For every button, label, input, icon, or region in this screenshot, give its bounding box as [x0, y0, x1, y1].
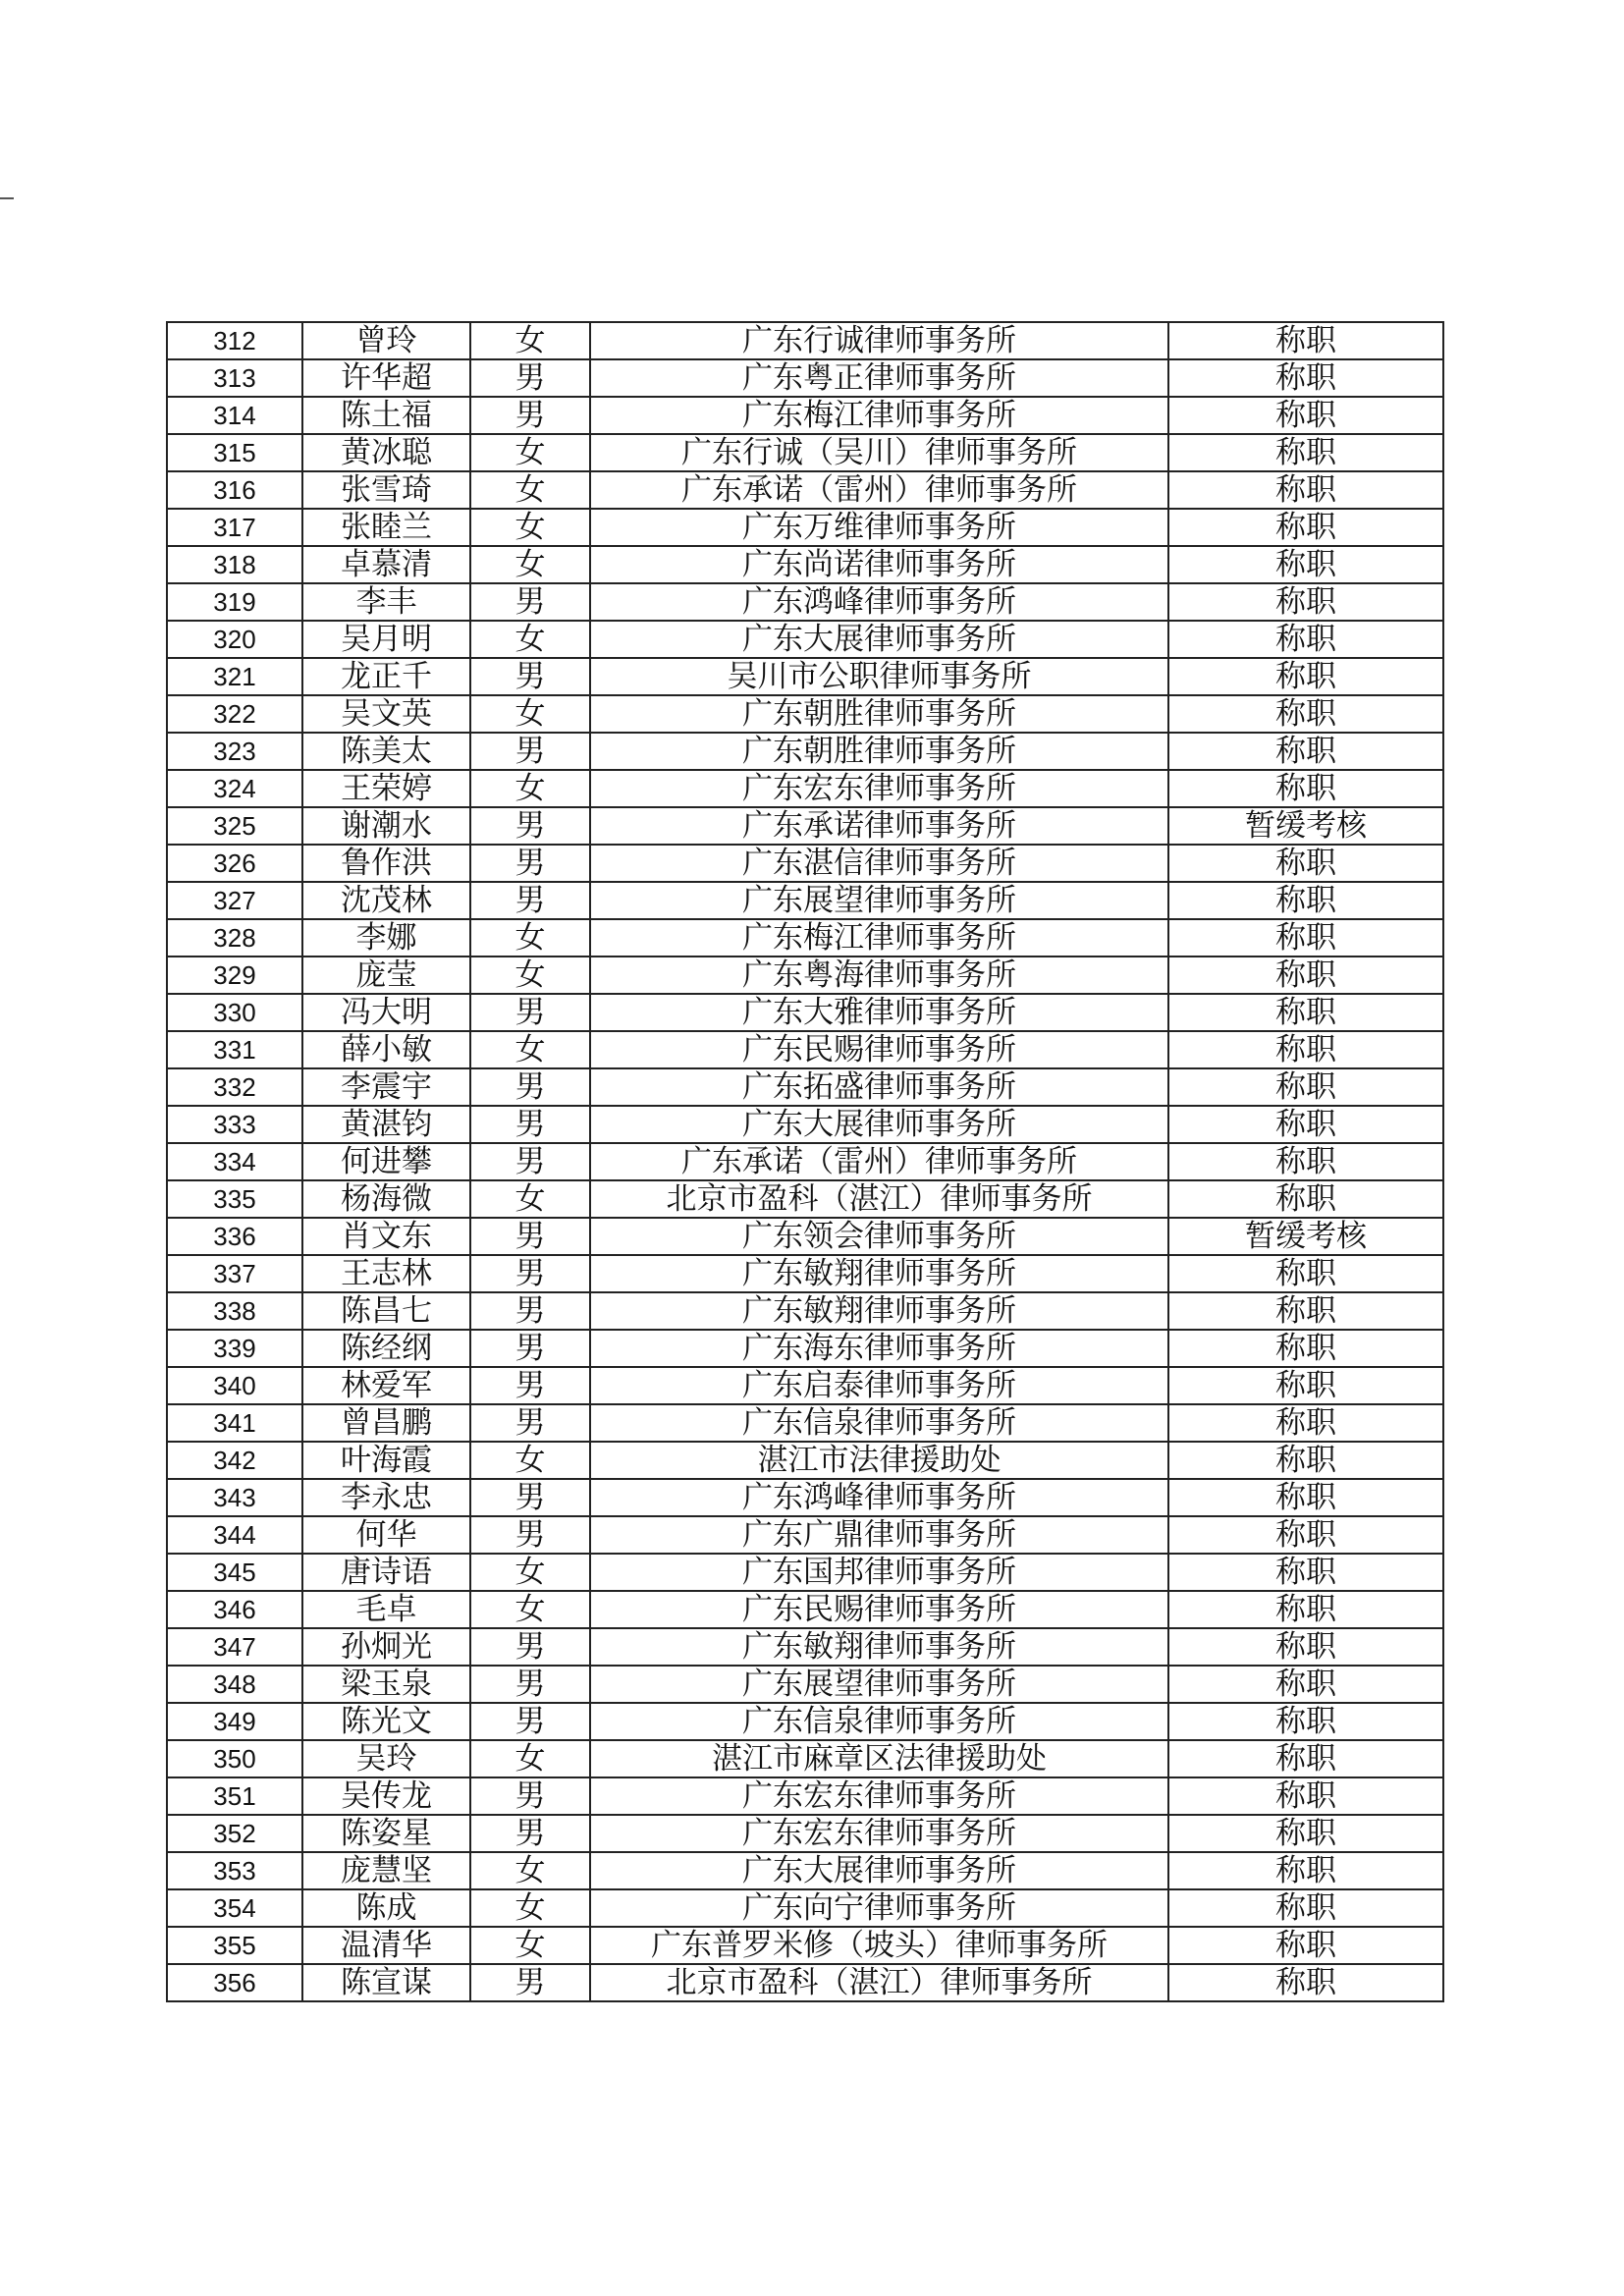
table-row: [167, 1106, 1443, 1143]
law-firm: 广东大展律师事务所: [590, 1852, 1168, 1889]
table-row: [167, 583, 1443, 621]
row-number: 342: [167, 1442, 302, 1479]
row-number: 344: [167, 1516, 302, 1554]
table-row: [167, 1964, 1443, 2001]
table-row: [167, 770, 1443, 807]
lawyer-name: 王志林: [302, 1255, 470, 1292]
law-firm: 广东海东律师事务所: [590, 1330, 1168, 1367]
table-row: [167, 1554, 1443, 1591]
row-number: 336: [167, 1218, 302, 1255]
table-row: [167, 546, 1443, 583]
table-row: [167, 695, 1443, 733]
law-firm: 北京市盈科（湛江）律师事务所: [590, 1180, 1168, 1218]
lawyer-name: 陈土福: [302, 397, 470, 434]
gender: 男: [470, 994, 590, 1031]
law-firm: 广东尚诺律师事务所: [590, 546, 1168, 583]
assessment-result: 称职: [1168, 1591, 1443, 1628]
law-firm: 广东梅江律师事务所: [590, 919, 1168, 957]
gender: 女: [470, 509, 590, 546]
assessment-result: 称职: [1168, 1889, 1443, 1927]
table-row: [167, 1628, 1443, 1666]
lawyer-name: 冯大明: [302, 994, 470, 1031]
lawyer-name: 陈昌七: [302, 1292, 470, 1330]
assessment-result: 称职: [1168, 546, 1443, 583]
gender: 男: [470, 397, 590, 434]
lawyer-name: 张睦兰: [302, 509, 470, 546]
table-row: [167, 919, 1443, 957]
row-number: 320: [167, 621, 302, 658]
assessment-result: 称职: [1168, 1479, 1443, 1516]
table-row: [167, 1330, 1443, 1367]
row-number: 330: [167, 994, 302, 1031]
gender: 男: [470, 1964, 590, 2001]
table-row: [167, 1815, 1443, 1852]
row-number: 332: [167, 1068, 302, 1106]
lawyer-name: 黄湛钧: [302, 1106, 470, 1143]
row-number: 318: [167, 546, 302, 583]
gender: 女: [470, 1852, 590, 1889]
lawyer-name: 陈光文: [302, 1703, 470, 1740]
gender: 男: [470, 359, 590, 397]
gender: 男: [470, 1255, 590, 1292]
table-row: [167, 1852, 1443, 1889]
assessment-result: 称职: [1168, 397, 1443, 434]
gender: 女: [470, 919, 590, 957]
row-number: 343: [167, 1479, 302, 1516]
table-row: [167, 1591, 1443, 1628]
law-firm: 广东向宁律师事务所: [590, 1889, 1168, 1927]
law-firm: 广东展望律师事务所: [590, 1666, 1168, 1703]
table-row: [167, 434, 1443, 471]
assessment-result: 称职: [1168, 1964, 1443, 2001]
row-number: 323: [167, 733, 302, 770]
row-number: 333: [167, 1106, 302, 1143]
lawyer-name: 陈美太: [302, 733, 470, 770]
law-firm: 广东万维律师事务所: [590, 509, 1168, 546]
lawyer-assessment-table: [166, 321, 1444, 2002]
row-number: 328: [167, 919, 302, 957]
law-firm: 广东粤正律师事务所: [590, 359, 1168, 397]
assessment-result: 称职: [1168, 1180, 1443, 1218]
table-row: [167, 471, 1443, 509]
row-number: 354: [167, 1889, 302, 1927]
assessment-result: 称职: [1168, 1815, 1443, 1852]
gender: 男: [470, 1404, 590, 1442]
table-row: [167, 1479, 1443, 1516]
law-firm: 广东大展律师事务所: [590, 621, 1168, 658]
gender: 男: [470, 1367, 590, 1404]
law-firm: 广东宏东律师事务所: [590, 770, 1168, 807]
table-row: [167, 397, 1443, 434]
gender: 男: [470, 1628, 590, 1666]
gender: 女: [470, 546, 590, 583]
row-number: 314: [167, 397, 302, 434]
gender: 女: [470, 1031, 590, 1068]
gender: 男: [470, 1218, 590, 1255]
row-number: 340: [167, 1367, 302, 1404]
assessment-result: 称职: [1168, 583, 1443, 621]
gender: 女: [470, 471, 590, 509]
assessment-result: 称职: [1168, 1106, 1443, 1143]
lawyer-name: 陈成: [302, 1889, 470, 1927]
law-firm: 广东国邦律师事务所: [590, 1554, 1168, 1591]
gender: 男: [470, 583, 590, 621]
row-number: 356: [167, 1964, 302, 2001]
table-row: [167, 1255, 1443, 1292]
row-number: 315: [167, 434, 302, 471]
table-row: [167, 1367, 1443, 1404]
law-firm: 广东朝胜律师事务所: [590, 733, 1168, 770]
assessment-result: 称职: [1168, 1068, 1443, 1106]
assessment-result: 称职: [1168, 471, 1443, 509]
lawyer-name: 李娜: [302, 919, 470, 957]
table-body: [167, 322, 1443, 2001]
row-number: 352: [167, 1815, 302, 1852]
law-firm: 广东领会律师事务所: [590, 1218, 1168, 1255]
gender: 女: [470, 621, 590, 658]
assessment-result: 暂缓考核: [1168, 1218, 1443, 1255]
law-firm: 广东展望律师事务所: [590, 882, 1168, 919]
table-row: [167, 882, 1443, 919]
gender: 女: [470, 1180, 590, 1218]
gender: 男: [470, 1292, 590, 1330]
row-number: 338: [167, 1292, 302, 1330]
gender: 女: [470, 1889, 590, 1927]
row-number: 321: [167, 658, 302, 695]
row-number: 353: [167, 1852, 302, 1889]
assessment-result: 称职: [1168, 845, 1443, 882]
law-firm: 广东梅江律师事务所: [590, 397, 1168, 434]
assessment-result: 称职: [1168, 1852, 1443, 1889]
law-firm: 广东大展律师事务所: [590, 1106, 1168, 1143]
row-number: 347: [167, 1628, 302, 1666]
gender: 男: [470, 1143, 590, 1180]
assessment-result: 称职: [1168, 621, 1443, 658]
assessment-result: 称职: [1168, 1628, 1443, 1666]
table-row: [167, 845, 1443, 882]
law-firm: 广东行诚律师事务所: [590, 322, 1168, 359]
gender: 女: [470, 695, 590, 733]
lawyer-name: 孙炯光: [302, 1628, 470, 1666]
row-number: 329: [167, 957, 302, 994]
assessment-result: 称职: [1168, 1031, 1443, 1068]
row-number: 348: [167, 1666, 302, 1703]
law-firm: 北京市盈科（湛江）律师事务所: [590, 1964, 1168, 2001]
row-number: 337: [167, 1255, 302, 1292]
lawyer-name: 龙正千: [302, 658, 470, 695]
table-row: [167, 1927, 1443, 1964]
table-row: [167, 1777, 1443, 1815]
assessment-result: 称职: [1168, 695, 1443, 733]
assessment-result: 称职: [1168, 1404, 1443, 1442]
lawyer-name: 林爱军: [302, 1367, 470, 1404]
assessment-result: 称职: [1168, 1292, 1443, 1330]
row-number: 325: [167, 807, 302, 845]
row-number: 346: [167, 1591, 302, 1628]
table-row: [167, 1666, 1443, 1703]
law-firm: 广东民赐律师事务所: [590, 1031, 1168, 1068]
margin-mark: [0, 197, 14, 199]
gender: 男: [470, 845, 590, 882]
lawyer-name: 曾昌鹏: [302, 1404, 470, 1442]
law-firm: 湛江市麻章区法律援助处: [590, 1740, 1168, 1777]
table-row: [167, 1068, 1443, 1106]
law-firm: 广东广鼎律师事务所: [590, 1516, 1168, 1554]
table-row: [167, 1442, 1443, 1479]
table-row: [167, 994, 1443, 1031]
table-row: [167, 509, 1443, 546]
table-row: [167, 1740, 1443, 1777]
lawyer-name: 曾玲: [302, 322, 470, 359]
assessment-result: 称职: [1168, 434, 1443, 471]
lawyer-name: 杨海微: [302, 1180, 470, 1218]
lawyer-name: 吴文英: [302, 695, 470, 733]
gender: 男: [470, 1479, 590, 1516]
law-firm: 广东民赐律师事务所: [590, 1591, 1168, 1628]
assessment-result: 称职: [1168, 1516, 1443, 1554]
gender: 男: [470, 1106, 590, 1143]
gender: 女: [470, 1591, 590, 1628]
assessment-result: 称职: [1168, 1554, 1443, 1591]
lawyer-name: 何华: [302, 1516, 470, 1554]
gender: 女: [470, 1554, 590, 1591]
table-row: [167, 1180, 1443, 1218]
table-row: [167, 658, 1443, 695]
row-number: 327: [167, 882, 302, 919]
lawyer-name: 吴月明: [302, 621, 470, 658]
lawyer-name: 庞慧坚: [302, 1852, 470, 1889]
law-firm: 广东敏翔律师事务所: [590, 1292, 1168, 1330]
lawyer-name: 陈姿星: [302, 1815, 470, 1852]
row-number: 341: [167, 1404, 302, 1442]
assessment-result: 称职: [1168, 1367, 1443, 1404]
law-firm: 广东鸿峰律师事务所: [590, 1479, 1168, 1516]
table-row: [167, 1516, 1443, 1554]
assessment-result: 称职: [1168, 1927, 1443, 1964]
table-row: [167, 807, 1443, 845]
gender: 男: [470, 882, 590, 919]
row-number: 317: [167, 509, 302, 546]
lawyer-name: 何进攀: [302, 1143, 470, 1180]
law-firm: 广东湛信律师事务所: [590, 845, 1168, 882]
row-number: 349: [167, 1703, 302, 1740]
row-number: 345: [167, 1554, 302, 1591]
assessment-result: 称职: [1168, 1703, 1443, 1740]
lawyer-name: 唐诗语: [302, 1554, 470, 1591]
row-number: 334: [167, 1143, 302, 1180]
table-row: [167, 322, 1443, 359]
law-firm: 广东启泰律师事务所: [590, 1367, 1168, 1404]
assessment-result: 称职: [1168, 770, 1443, 807]
assessment-result: 称职: [1168, 1777, 1443, 1815]
lawyer-name: 李永忠: [302, 1479, 470, 1516]
law-firm: 广东普罗米修（坡头）律师事务所: [590, 1927, 1168, 1964]
law-firm: 广东粤海律师事务所: [590, 957, 1168, 994]
gender: 男: [470, 1330, 590, 1367]
lawyer-name: 谢潮水: [302, 807, 470, 845]
row-number: 313: [167, 359, 302, 397]
gender: 男: [470, 1666, 590, 1703]
law-firm: 广东敏翔律师事务所: [590, 1628, 1168, 1666]
lawyer-name: 陈经纲: [302, 1330, 470, 1367]
row-number: 351: [167, 1777, 302, 1815]
lawyer-name: 李丰: [302, 583, 470, 621]
lawyer-name: 鲁作洪: [302, 845, 470, 882]
lawyer-name: 温清华: [302, 1927, 470, 1964]
table-row: [167, 359, 1443, 397]
lawyer-name: 李震宇: [302, 1068, 470, 1106]
lawyer-name: 张雪琦: [302, 471, 470, 509]
lawyer-name: 吴玲: [302, 1740, 470, 1777]
law-firm: 广东宏东律师事务所: [590, 1777, 1168, 1815]
row-number: 316: [167, 471, 302, 509]
law-firm: 广东信泉律师事务所: [590, 1404, 1168, 1442]
lawyer-name: 薛小敏: [302, 1031, 470, 1068]
gender: 男: [470, 1703, 590, 1740]
row-number: 350: [167, 1740, 302, 1777]
gender: 男: [470, 1068, 590, 1106]
gender: 男: [470, 1815, 590, 1852]
gender: 男: [470, 733, 590, 770]
row-number: 326: [167, 845, 302, 882]
lawyer-name: 吴传龙: [302, 1777, 470, 1815]
row-number: 331: [167, 1031, 302, 1068]
assessment-result: 称职: [1168, 882, 1443, 919]
lawyer-name: 叶海霞: [302, 1442, 470, 1479]
gender: 男: [470, 1777, 590, 1815]
law-firm: 广东承诺律师事务所: [590, 807, 1168, 845]
gender: 女: [470, 1927, 590, 1964]
law-firm: 广东拓盛律师事务所: [590, 1068, 1168, 1106]
row-number: 312: [167, 322, 302, 359]
gender: 男: [470, 1516, 590, 1554]
law-firm: 湛江市法律援助处: [590, 1442, 1168, 1479]
gender: 女: [470, 434, 590, 471]
assessment-result: 称职: [1168, 994, 1443, 1031]
assessment-result: 称职: [1168, 919, 1443, 957]
lawyer-name: 卓慕清: [302, 546, 470, 583]
assessment-result: 称职: [1168, 1442, 1443, 1479]
row-number: 335: [167, 1180, 302, 1218]
table-row: [167, 1143, 1443, 1180]
law-firm: 广东承诺（雷州）律师事务所: [590, 1143, 1168, 1180]
gender: 女: [470, 770, 590, 807]
assessment-result: 称职: [1168, 733, 1443, 770]
assessment-result: 称职: [1168, 1255, 1443, 1292]
assessment-result: 称职: [1168, 1143, 1443, 1180]
table-row: [167, 621, 1443, 658]
law-firm: 广东大雅律师事务所: [590, 994, 1168, 1031]
lawyer-name: 肖文东: [302, 1218, 470, 1255]
law-firm: 广东行诚（吴川）律师事务所: [590, 434, 1168, 471]
lawyer-name: 黄冰聪: [302, 434, 470, 471]
gender: 女: [470, 1740, 590, 1777]
law-firm: 吴川市公职律师事务所: [590, 658, 1168, 695]
table-row: [167, 733, 1443, 770]
assessment-result: 称职: [1168, 1330, 1443, 1367]
law-firm: 广东敏翔律师事务所: [590, 1255, 1168, 1292]
lawyer-name: 陈宣谋: [302, 1964, 470, 2001]
law-firm: 广东信泉律师事务所: [590, 1703, 1168, 1740]
gender: 女: [470, 957, 590, 994]
gender: 男: [470, 658, 590, 695]
table-row: [167, 1031, 1443, 1068]
gender: 女: [470, 1442, 590, 1479]
assessment-result: 暂缓考核: [1168, 807, 1443, 845]
row-number: 324: [167, 770, 302, 807]
assessment-result: 称职: [1168, 957, 1443, 994]
table-row: [167, 957, 1443, 994]
assessment-result: 称职: [1168, 658, 1443, 695]
table-row: [167, 1889, 1443, 1927]
gender: 男: [470, 807, 590, 845]
gender: 女: [470, 322, 590, 359]
law-firm: 广东宏东律师事务所: [590, 1815, 1168, 1852]
law-firm: 广东鸿峰律师事务所: [590, 583, 1168, 621]
assessment-result: 称职: [1168, 1740, 1443, 1777]
lawyer-name: 许华超: [302, 359, 470, 397]
lawyer-name: 毛卓: [302, 1591, 470, 1628]
lawyer-name: 庞莹: [302, 957, 470, 994]
law-firm: 广东承诺（雷州）律师事务所: [590, 471, 1168, 509]
table-row: [167, 1404, 1443, 1442]
row-number: 319: [167, 583, 302, 621]
table-row: [167, 1218, 1443, 1255]
row-number: 322: [167, 695, 302, 733]
assessment-result: 称职: [1168, 509, 1443, 546]
assessment-result: 称职: [1168, 1666, 1443, 1703]
assessment-result: 称职: [1168, 322, 1443, 359]
table-row: [167, 1292, 1443, 1330]
row-number: 355: [167, 1927, 302, 1964]
law-firm: 广东朝胜律师事务所: [590, 695, 1168, 733]
lawyer-name: 梁玉泉: [302, 1666, 470, 1703]
row-number: 339: [167, 1330, 302, 1367]
lawyer-name: 沈茂林: [302, 882, 470, 919]
table-row: [167, 1703, 1443, 1740]
assessment-result: 称职: [1168, 359, 1443, 397]
lawyer-name: 王荣婷: [302, 770, 470, 807]
